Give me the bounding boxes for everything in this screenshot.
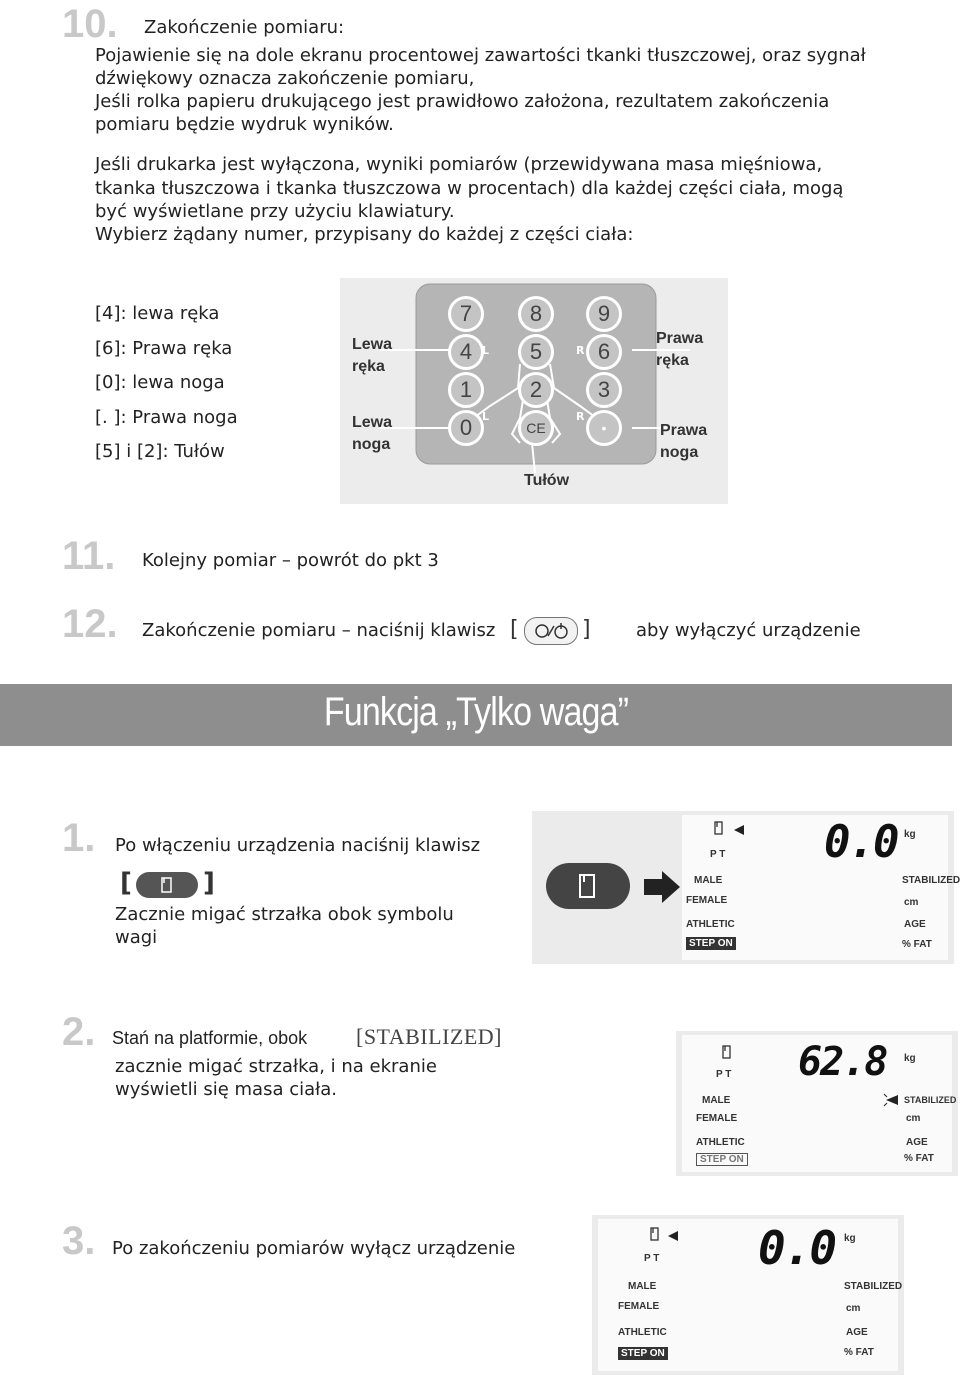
section-11-text: Kolejny pomiar – powrót do pkt 3 [142,550,439,571]
key-9: 9 [586,296,622,332]
banner-title: Funkcja „Tylko waga” [323,690,629,734]
key-label-l-2: L [482,410,490,423]
section-11-number: 11. [62,534,116,578]
label-left-leg-1: Lewa [352,414,393,431]
scale-key-large [546,863,630,909]
lcd3-cm: cm [846,1303,861,1314]
power-key [524,617,578,645]
weight-symbol-icon [650,1227,660,1241]
lcd-display-1 [532,811,960,964]
lcd-display-2 [676,1031,958,1176]
step-1-line2: Zacznie migać strzałka obok symbolu [115,904,454,925]
lcd2-stabilized: STABILIZED [904,1095,957,1105]
label-right-leg-2: noga [660,444,699,461]
lcd3-reading: 0.0 [758,1221,836,1275]
lcd-display-3 [592,1215,904,1375]
section-10-title: Zakończenie pomiaru: [144,17,345,38]
label-left-arm-1: Lewa [352,336,393,353]
lcd3-stepon: STEP ON [618,1347,668,1360]
lcd2-female: FEMALE [696,1113,738,1124]
key-3: 3 [586,372,622,408]
list-item-right-leg: [. ]: Prawa noga [95,407,238,428]
lcd1-athletic: ATHLETIC [686,919,735,930]
section-10-para2-line4: Wybierz żądany numer, przypisany do każdej z części ciała: [95,224,634,245]
stabilized-badge: [STABILIZED] [356,1024,502,1049]
lcd1-age: AGE [904,919,926,930]
step-2-line3: wyświetli się masa ciała. [115,1079,337,1100]
lcd2-athletic: ATHLETIC [696,1137,745,1148]
lcd2-fat: % FAT [904,1153,934,1164]
section-10-para2-line1: Jeśli drukarka jest wyłączona, wyniki pomiarów (przewidywana masa mięśniowa, [95,154,823,175]
lcd3-pt: P T [644,1253,660,1264]
lcd3-kg: kg [844,1233,856,1244]
lcd1-male: MALE [694,875,723,886]
key-6: 6 [586,334,622,370]
section-10-para1-line3: Jeśli rolka papieru drukującego jest prawidłowo założona, rezultatem zakończenia [95,91,830,112]
arrow-left-icon [668,1231,678,1241]
list-item-trunk: [5] i [2]: Tułów [95,441,225,462]
section-10-para1-line4: pomiaru będzie wydruk wyników. [95,114,394,135]
list-item-left-leg: [0]: lewa noga [95,372,225,393]
key-dot: • [586,410,622,446]
lcd1-female: FEMALE [686,895,728,906]
label-left-leg-2: noga [352,436,391,453]
key-ce: CE [518,410,554,446]
section-10-para2-line3: być wyświetlane przy użyciu klawiatury. [95,201,455,222]
scale-icon-large [546,863,630,909]
lcd2-kg: kg [904,1053,916,1064]
label-right-arm-2: ręka [656,352,689,369]
key-2: 2 [518,372,554,408]
lcd1-stabilized: STABILIZED [902,875,960,886]
step-2-line1: Stań na platformie, obok [112,1028,308,1048]
step-1-bracket-close: ] [203,868,215,898]
lcd3-male: MALE [628,1281,657,1292]
lcd2-reading: 62.8 [798,1039,887,1085]
key-label-r-1: R [576,344,585,357]
section-12-bracket-open: [ [510,617,519,642]
step-3-line1: Po zakończeniu pomiarów wyłącz urządzenie [112,1238,516,1259]
scale-icon [136,872,198,898]
lcd3-fat: % FAT [844,1347,874,1358]
section-10-para1-line1: Pojawienie się na dole ekranu procentowej zawartości tkanki tłuszczowej, oraz sygnał [95,45,866,66]
label-trunk: Tułów [524,472,570,489]
stabilized-arrow-icon [882,1093,898,1107]
step-1-line1: Po włączeniu urządzenia naciśnij klawisz [115,835,481,856]
lcd2-pt: P T [716,1069,732,1080]
list-item-right-arm: [6]: Prawa ręka [95,338,233,359]
function-banner [0,684,952,746]
key-7: 7 [448,296,484,332]
key-5: 5 [518,334,554,370]
lcd1-fat: % FAT [902,939,932,950]
lcd1-pt: P T [710,849,726,860]
step-3-number: 3. [62,1219,96,1263]
lcd2-age: AGE [906,1137,928,1148]
key-1: 1 [448,372,484,408]
key-8: 8 [518,296,554,332]
section-10-para1-line2: dźwiękowy oznacza zakończenie pomiaru, [95,68,475,89]
lcd3-age: AGE [846,1327,868,1338]
lcd2-cm: cm [906,1113,921,1124]
label-left-arm-2: ręka [352,358,385,375]
section-12-number: 12. [62,602,118,646]
scale-key [136,872,198,898]
label-right-arm-1: Prawa [656,330,704,347]
lcd3-female: FEMALE [618,1301,660,1312]
lcd1-reading: 0.0 [824,817,898,868]
step-1-line3: wagi [115,927,158,948]
step-1-bracket-open: [ [120,868,132,898]
label-right-leg-1: Prawa [660,422,708,439]
section-12-text-before: Zakończenie pomiaru – naciśnij klawisz [142,620,496,641]
section-12-text-after: aby wyłączyć urządzenie [636,620,861,641]
step-2-line2: zacznie migać strzałka, i na ekranie [115,1056,437,1077]
section-10-para2-line2: tkanka tłuszczowa i tkanka tłuszczowa w procentach) dla każdej części ciała, mogą [95,178,844,199]
lcd3-athletic: ATHLETIC [618,1327,667,1338]
step-1-number: 1. [62,816,96,860]
lcd3-stabilized: STABILIZED [844,1281,903,1292]
weight-symbol-icon [722,1045,732,1059]
right-arrow-icon [644,871,680,907]
lcd2-male: MALE [702,1095,731,1106]
keypad-figure [340,278,728,504]
key-label-l-1: L [482,344,490,357]
lcd1-stepon: STEP ON [686,937,736,950]
list-item-left-arm: [4]: lewa ręka [95,303,220,324]
lcd1-cm: cm [904,897,919,908]
section-12-bracket-close: ] [582,617,591,642]
key-label-r-2: R [576,410,585,423]
power-key-icon [525,618,577,644]
key-4: 4 [448,334,484,370]
lcd2-stepon: STEP ON [696,1153,748,1166]
step-2-number: 2. [62,1010,96,1054]
weight-symbol-icon [714,821,724,835]
key-0: 0 [448,410,484,446]
lcd1-kg: kg [904,829,916,840]
arrow-left-icon [734,825,744,835]
section-10-number: 10. [62,2,118,46]
